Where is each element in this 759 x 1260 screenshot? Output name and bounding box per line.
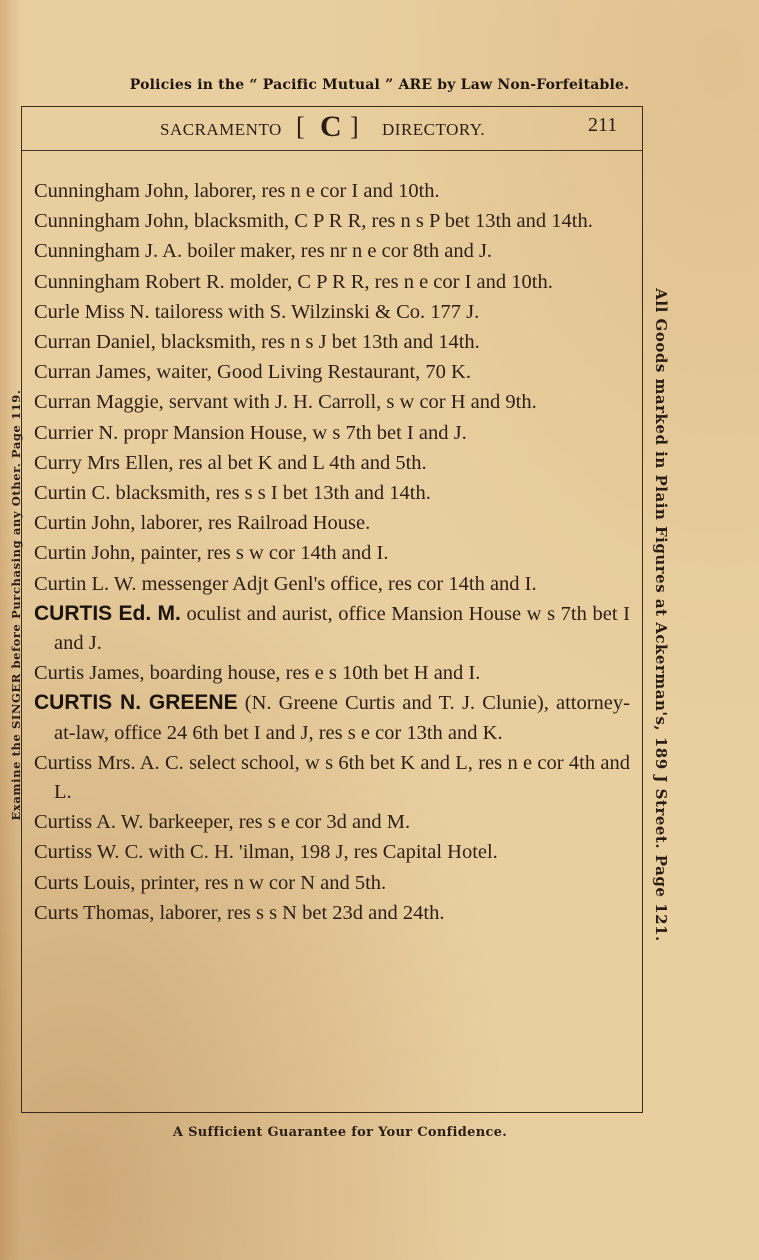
- directory-entry: [34, 236, 630, 266]
- entry-text: Curtin C. blacksmith, res s s I bet 13th and 14th.: [34, 482, 431, 505]
- directory-entry: [34, 688, 630, 747]
- entry-text: Cunningham John, blacksmith, C P R R, res n s P bet 13th and 14th.: [34, 210, 593, 233]
- directory-entry: [34, 297, 630, 327]
- directory-entry: [34, 599, 630, 658]
- directory-entry: [34, 837, 630, 867]
- entry-text: Curran Daniel, blacksmith, res n s J bet 13th and 14th.: [34, 331, 480, 354]
- directory-entry: [34, 868, 630, 898]
- entry-text: Curtis James, boarding house, res e s 10th bet H and I.: [34, 662, 481, 685]
- directory-entry: [34, 267, 630, 297]
- entry-text: Curran James, waiter, Good Living Restaurant, 70 K.: [34, 361, 471, 384]
- running-head-title: DIRECTORY.: [382, 120, 486, 139]
- directory-entries: [34, 176, 630, 928]
- directory-entry: [34, 898, 630, 928]
- entry-text: Curts Thomas, laborer, res s s N bet 23d and 24th.: [34, 901, 445, 924]
- top-advertisement-banner: Policies in the “ Pacific Mutual ” ARE by Law Non-Forfeitable.: [129, 77, 630, 93]
- entry-text: Cunningham J. A. boiler maker, res nr n e cor 8th and J.: [34, 240, 493, 263]
- entry-lead: CURTIS Ed. M.: [34, 601, 181, 625]
- right-margin-text: All Goods marked in Plain Figures at Ackerman's, 189 J Street. Page 121.: [652, 288, 670, 942]
- running-head-close-bracket: ]: [350, 112, 359, 141]
- running-head-city: SACRAMENTO: [160, 120, 282, 139]
- directory-entry: [34, 538, 630, 568]
- running-head: [160, 108, 630, 148]
- directory-entry: [34, 387, 630, 417]
- entry-text: Curtin John, painter, res s w cor 14th and I.: [34, 542, 389, 565]
- entry-text: Curran Maggie, servant with J. H. Carroll, s w cor H and 9th.: [34, 391, 537, 414]
- entry-text: Curle Miss N. tailoress with S. Wilzinski & Co. 177 J.: [34, 300, 480, 323]
- directory-entry: [34, 448, 630, 478]
- entry-text: (N. Greene Curtis and T. J. Clunie), attorney-at-law, office 24 6th bet I and J, res s e cor 13th and K.: [54, 692, 630, 744]
- directory-entry: [34, 176, 630, 206]
- directory-entry: [34, 569, 630, 599]
- entry-text: Curtiss A. W. barkeeper, res s e cor 3d and M.: [34, 811, 411, 834]
- entry-text: Cunningham Robert R. molder, C P R R, res n e cor I and 10th.: [34, 270, 553, 293]
- directory-entry: [34, 508, 630, 538]
- entry-text: Curts Louis, printer, res n w cor N and 5th.: [34, 871, 387, 894]
- running-head-section-letter: C: [320, 110, 342, 143]
- bottom-advertisement-banner: A Sufficient Guarantee for Your Confidence.: [172, 1125, 508, 1140]
- page-number: 211: [588, 114, 618, 136]
- directory-entry: [34, 206, 630, 236]
- directory-entry: [34, 327, 630, 357]
- header-rule: [22, 150, 642, 151]
- left-margin-text: Examine the SINGER before Purchasing any Other. Page 119.: [9, 389, 23, 821]
- directory-entry: [34, 807, 630, 837]
- directory-entry: [34, 748, 630, 807]
- directory-entry: [34, 658, 630, 688]
- directory-entry: [34, 357, 630, 387]
- entry-text: Curtiss Mrs. A. C. select school, w s 6th bet K and L, res n e cor 4th and L.: [34, 751, 630, 804]
- entry-text: Curtiss W. C. with C. H. 'ilman, 198 J, res Capital Hotel.: [34, 841, 498, 864]
- entry-text: oculist and aurist, office Mansion House w s 7th bet I and J.: [54, 602, 630, 655]
- running-head-open-bracket: [: [296, 112, 305, 141]
- entry-lead: CURTIS N. GREENE: [34, 691, 238, 715]
- entry-text: Cunningham John, laborer, res n e cor I and 10th.: [34, 180, 440, 202]
- entry-text: Currier N. propr Mansion House, w s 7th bet I and J.: [34, 421, 467, 444]
- entry-text: Curtin L. W. messenger Adjt Genl's office, res cor 14th and I.: [34, 572, 537, 595]
- entry-text: Curtin John, laborer, res Railroad House.: [34, 512, 371, 535]
- directory-entry: [34, 418, 630, 448]
- entry-text: Curry Mrs Ellen, res al bet K and L 4th and 5th.: [34, 451, 427, 474]
- directory-entry: [34, 478, 630, 508]
